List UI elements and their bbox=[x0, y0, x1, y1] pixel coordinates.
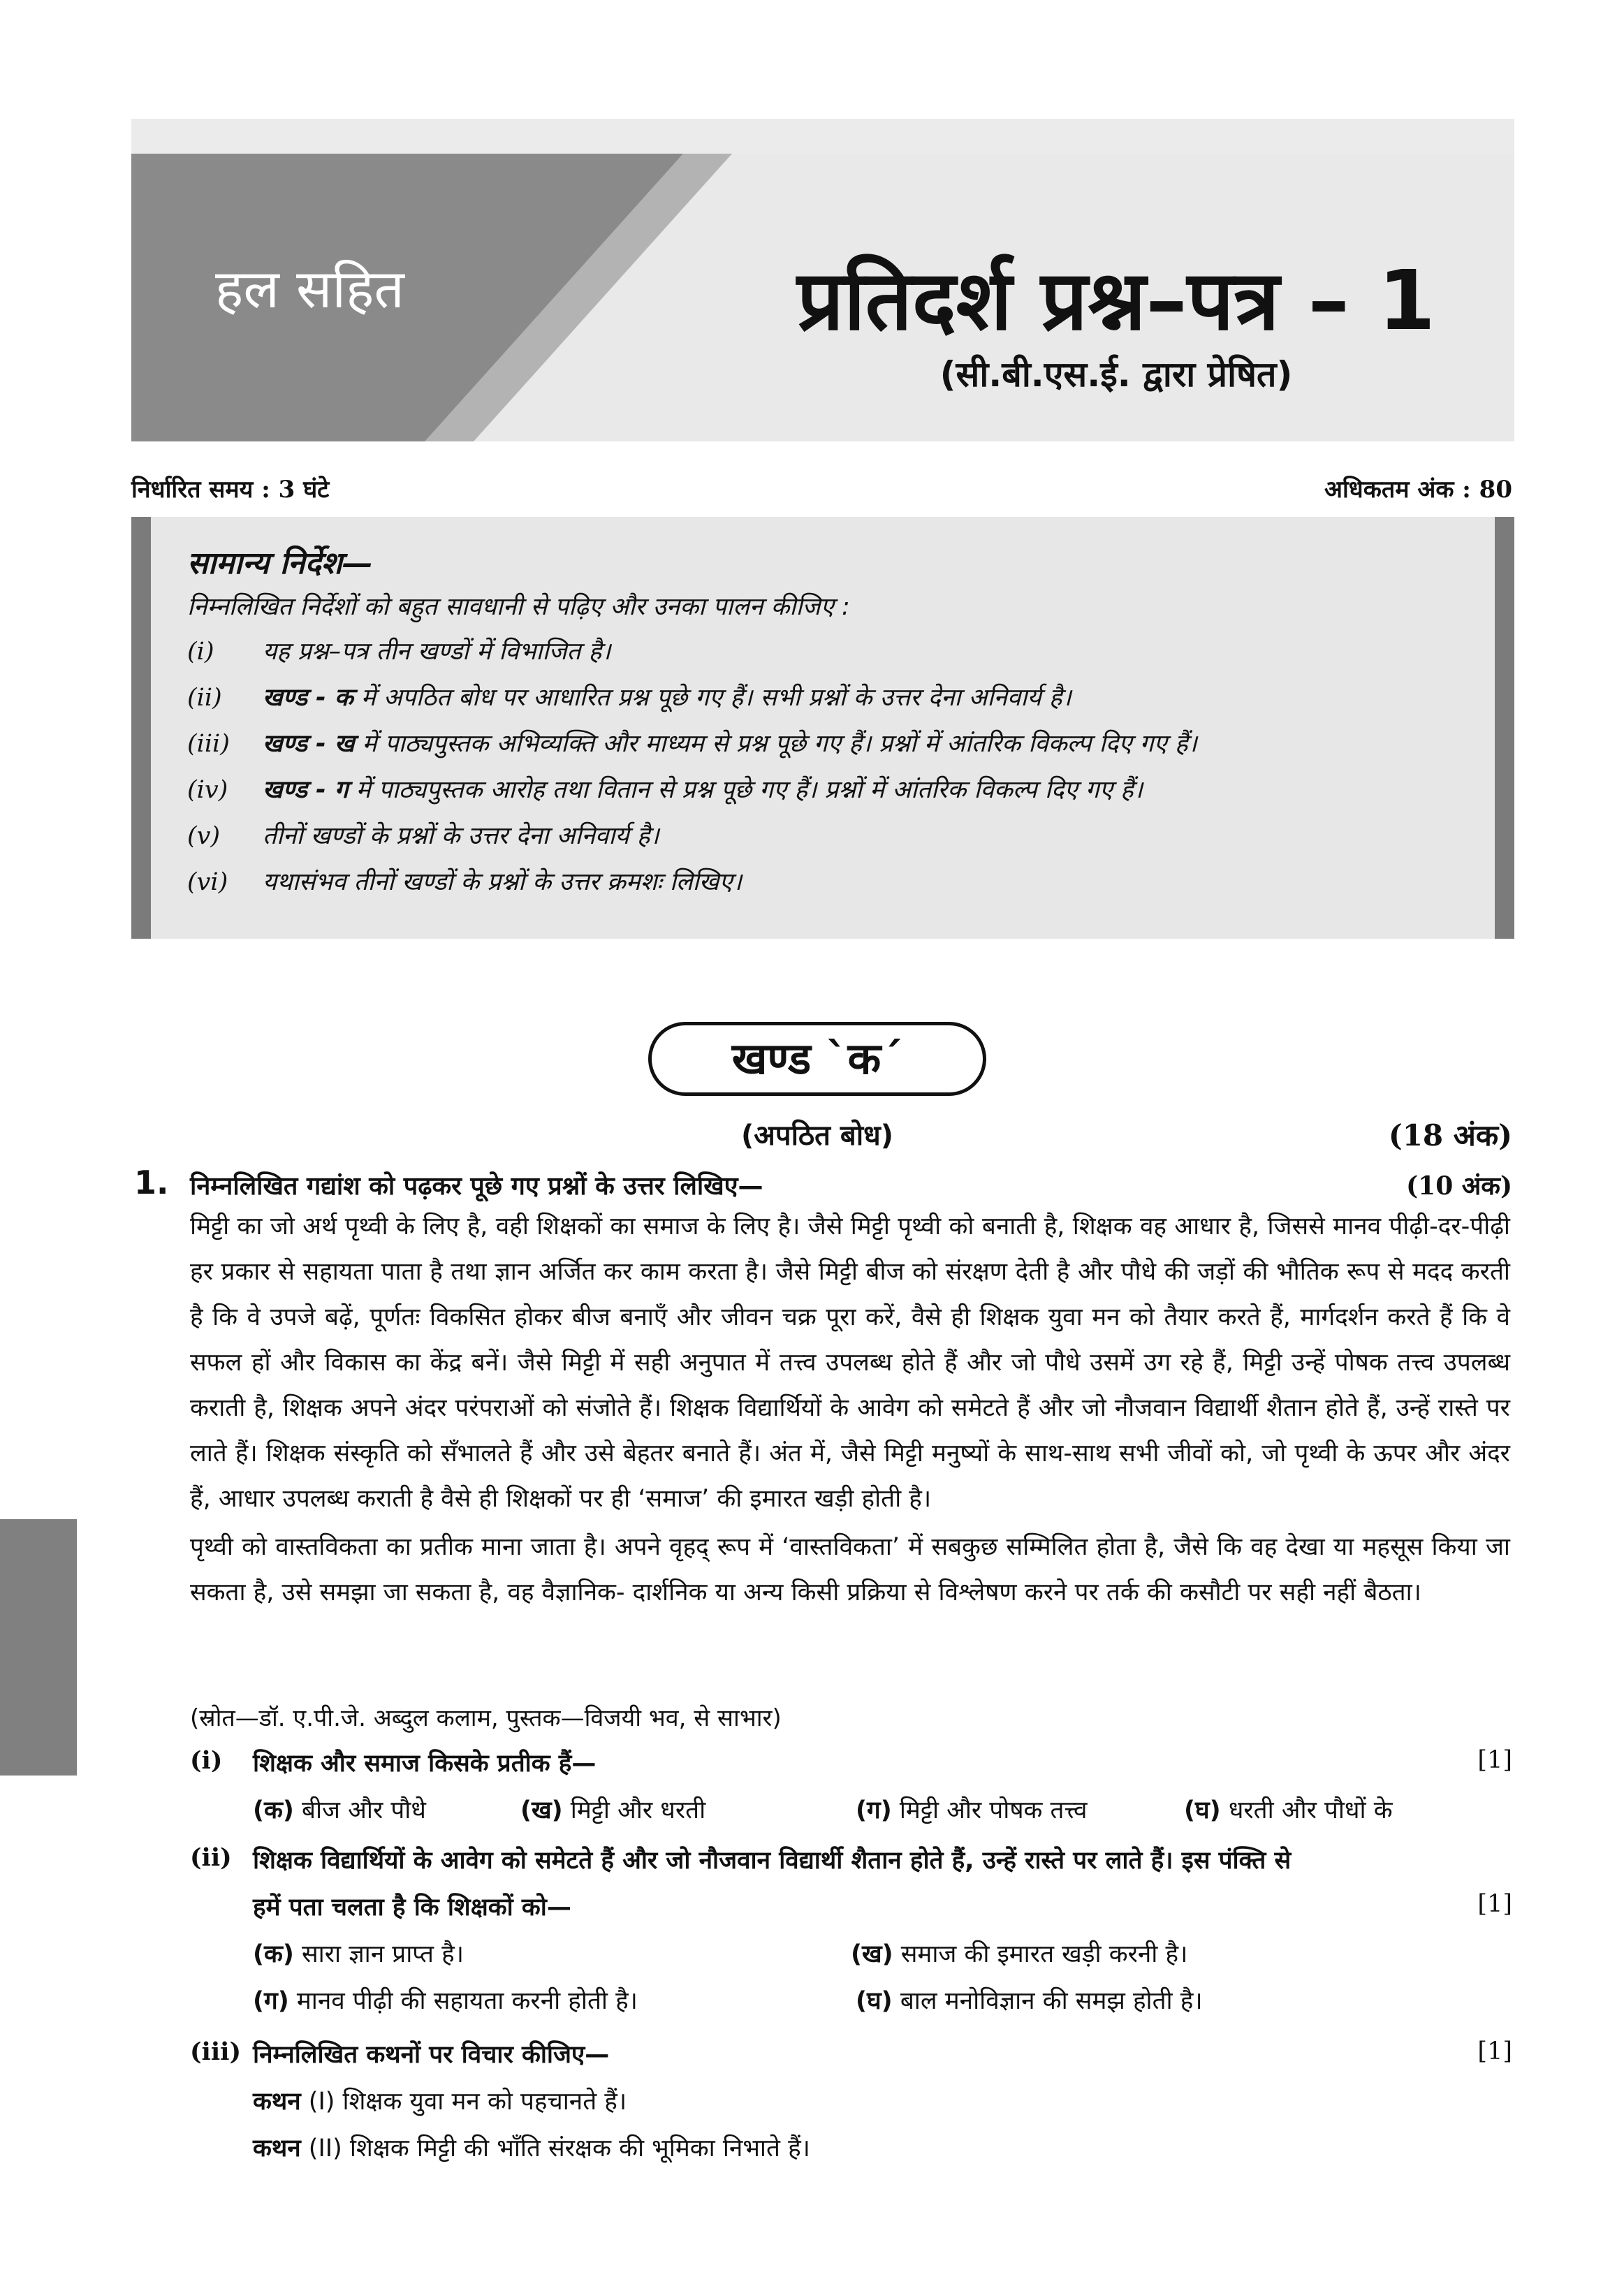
option-key: (ख) bbox=[520, 1796, 563, 1824]
instruction-section-label: खण्ड - ग bbox=[263, 776, 349, 804]
question-number: 1. bbox=[134, 1164, 169, 1201]
subquestion-number: (i) bbox=[190, 1746, 223, 1775]
option-kha bbox=[520, 1793, 705, 1826]
instruction-item bbox=[187, 680, 1071, 713]
option-ga bbox=[856, 1793, 1087, 1826]
statement-text: (II) शिक्षक मिट्टी की भाँति संरक्षक की भूमिका निभाते हैं। bbox=[300, 2135, 810, 2162]
max-marks: अधिकतम अंक : 80 bbox=[1324, 476, 1512, 504]
statement-1 bbox=[253, 2084, 627, 2117]
question-text: निम्नलिखित गद्यांश को पढ़कर पूछे गए प्रश्नों के उत्तर लिखिए— bbox=[190, 1172, 763, 1201]
instruction-item bbox=[187, 634, 610, 667]
option-ka bbox=[253, 1937, 464, 1970]
option-text: समाज की इमारत खड़ी करनी है। bbox=[893, 1940, 1188, 1968]
passage-paragraph: मिट्टी का जो अर्थ पृथ्वी के लिए है, वही शिक्षकों का समाज के लिए है। जैसे मिट्टी पृथ्वी को बनाती है, शिक्षक वह आधार है, जिससे मानव पीढ़ी-दर-पीढ़ी हर प्रकार से सहायता पाता है तथा ज्ञान अर्जित कर काम करता है। जैसे मिट्टी बीज को संरक्षण देती है और पौधे की जड़ों की भौतिक रूप से मदद करती है कि वे उपजे बढ़ें, पूर्णतः विकसित होकर बीज बनाएँ और जीवन चक्र पूरा करें, वैसे ही शिक्षक युवा मन को तैयार करते हैं, मार्गदर्शन करते हैं कि वे सफल हों और विकास का केंद्र बनें। जैसे मिट्टी में सही अनुपात में तत्त्व उपलब्ध होते हैं और जो पौधे उसमें उग रहे हैं, मिट्टी उन्हें पोषक तत्त्व उपलब्ध कराती है, शिक्षक अपने अंदर परंपराओं को संजोते हैं। शिक्षक विद्यार्थियों के आवेग को समेटते हैं और जो नौजवान विद्यार्थी शैतान होते हैं, उन्हें रास्ते पर लाते हैं। शिक्षक संस्कृति को सँभालते हैं और उसे बेहतर बनाते हैं। अंत में, जैसे मिट्टी मनुष्यों के साथ-साथ सभी जीवों को, जो पृथ्वी के ऊपर और अंदर हैं, आधार उपलब्ध कराती है वैसे ही शिक्षकों पर ही ‘समाज’ की इमारत खड़ी होती है। bbox=[190, 1213, 1511, 1513]
instruction-number: (iv) bbox=[187, 776, 228, 804]
option-gha bbox=[856, 1984, 1203, 2016]
instructions-box bbox=[131, 517, 1514, 939]
instructions-title: सामान्य निर्देश— bbox=[187, 546, 373, 581]
option-text: धरती और पौधों के bbox=[1220, 1796, 1393, 1824]
option-ka bbox=[253, 1793, 426, 1826]
instruction-text: में पाठ्यपुस्तक अभिव्यक्ति और माध्यम से प्रश्न पूछे गए हैं। प्रश्नों में आंतरिक विकल्प दिए गए हैं। bbox=[354, 730, 1197, 758]
solved-badge: हल सहित bbox=[215, 258, 404, 320]
instruction-number: (v) bbox=[187, 822, 221, 850]
page-subtitle: (सी.बी.एस.ई. द्वारा प्रेषित) bbox=[939, 354, 1293, 395]
instruction-item bbox=[187, 819, 659, 851]
subquestion-text-continued: हमें पता चलता है कि शिक्षकों को— bbox=[253, 1894, 571, 1921]
subquestion-text: शिक्षक विद्यार्थियों के आवेग को समेटते हैं और जो नौजवान विद्यार्थी शैतान होते हैं, उन्हें रास्ते पर लाते हैं। इस पंक्ति से bbox=[253, 1847, 1292, 1875]
option-kha bbox=[851, 1937, 1187, 1970]
instructions-left-bar bbox=[131, 517, 151, 939]
subquestion-text: शिक्षक और समाज किसके प्रतीक हैं— bbox=[253, 1750, 597, 1778]
option-key: (ग) bbox=[856, 1796, 892, 1824]
instruction-item bbox=[187, 726, 1197, 759]
subquestion-mark: [1] bbox=[1477, 1890, 1512, 1918]
option-text: बाल मनोविज्ञान की समझ होती है। bbox=[892, 1987, 1203, 2015]
statement-2 bbox=[253, 2131, 810, 2164]
instruction-text: में अपठित बोध पर आधारित प्रश्न पूछे गए हैं। सभी प्रश्नों के उत्तर देना अनिवार्य है। bbox=[353, 684, 1071, 712]
statement-label: कथन bbox=[253, 2088, 301, 2116]
side-tab bbox=[0, 1519, 77, 1776]
instructions-intro: निम्नलिखित निर्देशों को बहुत सावधानी से पढ़िए और उनका पालन कीजिए : bbox=[187, 593, 850, 621]
instruction-item bbox=[187, 773, 1143, 805]
time-allowed: निर्धारित समय : 3 घंटे bbox=[131, 476, 330, 504]
option-key: (घ) bbox=[856, 1987, 893, 2015]
option-gha bbox=[1184, 1793, 1393, 1826]
instruction-text: यथासंभव तीनों खण्डों के प्रश्नों के उत्तर क्रमशः लिखिए। bbox=[263, 868, 742, 896]
subquestion-number: (ii) bbox=[190, 1843, 232, 1872]
option-text: सारा ज्ञान प्राप्त है। bbox=[293, 1940, 464, 1968]
passage bbox=[190, 1204, 1510, 1618]
option-text: मिट्टी और धरती bbox=[562, 1796, 706, 1824]
instruction-item bbox=[187, 865, 742, 898]
question-marks: (10 अंक) bbox=[1406, 1171, 1512, 1201]
option-key: (क) bbox=[253, 1940, 294, 1968]
option-key: (घ) bbox=[1184, 1796, 1221, 1824]
subquestion-number: (iii) bbox=[190, 2037, 242, 2066]
instruction-number: (i) bbox=[187, 638, 214, 666]
option-key: (ख) bbox=[851, 1940, 893, 1968]
instruction-text: यह प्रश्न–पत्र तीन खण्डों में विभाजित है। bbox=[263, 638, 611, 666]
instruction-section-label: खण्ड - क bbox=[263, 684, 353, 712]
instruction-number: (vi) bbox=[187, 868, 228, 896]
section-subtitle: (अपठित बोध) bbox=[741, 1120, 893, 1152]
option-text: मानव पीढ़ी की सहायता करनी होती है। bbox=[288, 1987, 638, 2015]
subquestion-text: निम्नलिखित कथनों पर विचार कीजिए— bbox=[253, 2041, 610, 2069]
passage-source: (स्रोत—डॉ. ए.पी.जे. अब्दुल कलाम, पुस्तक—विजयी भव, से साभार) bbox=[190, 1704, 782, 1732]
subquestion-mark: [1] bbox=[1477, 1746, 1512, 1774]
statement-label: कथन bbox=[253, 2135, 301, 2162]
instructions-right-bar bbox=[1495, 517, 1514, 939]
instruction-text: तीनों खण्डों के प्रश्नों के उत्तर देना अनिवार्य है। bbox=[263, 822, 659, 850]
instruction-text: में पाठ्यपुस्तक आरोह तथा वितान से प्रश्न पूछे गए हैं। प्रश्नों में आंतरिक विकल्प दिए गए हैं। bbox=[348, 776, 1143, 804]
instruction-number: (iii) bbox=[187, 730, 230, 758]
option-text: मिट्टी और पोषक तत्त्व bbox=[891, 1796, 1088, 1824]
header-banner bbox=[131, 119, 1514, 441]
page-title: प्रतिदर्श प्रश्न–पत्र – 1 bbox=[797, 252, 1435, 349]
section-marks: (18 अंक) bbox=[1388, 1118, 1512, 1152]
option-text: बीज और पौधे bbox=[293, 1796, 426, 1824]
instruction-section-label: खण्ड - ख bbox=[263, 730, 355, 758]
passage-paragraph: पृथ्वी को वास्तविकता का प्रतीक माना जाता है। अपने वृहद् रूप में ‘वास्तविकता’ में सबकुछ सम्मिलित होता है, जैसे कि वह देखा या महसूस किया जा सकता है, उसे समझा जा सकता है, वह वैज्ञानिक- दार्शनिक या अन्य किसी प्रक्रिया से विश्लेषण करने पर तर्क की कसौटी पर सही नहीं बैठता। bbox=[190, 1533, 1510, 1606]
option-key: (ग) bbox=[253, 1987, 289, 2015]
section-heading: खण्ड `क´ bbox=[648, 1022, 986, 1096]
subquestion-mark: [1] bbox=[1477, 2037, 1512, 2065]
instruction-number: (ii) bbox=[187, 684, 222, 712]
option-ga bbox=[253, 1984, 638, 2016]
statement-text: (I) शिक्षक युवा मन को पहचानते हैं। bbox=[300, 2088, 627, 2116]
option-key: (क) bbox=[253, 1796, 294, 1824]
